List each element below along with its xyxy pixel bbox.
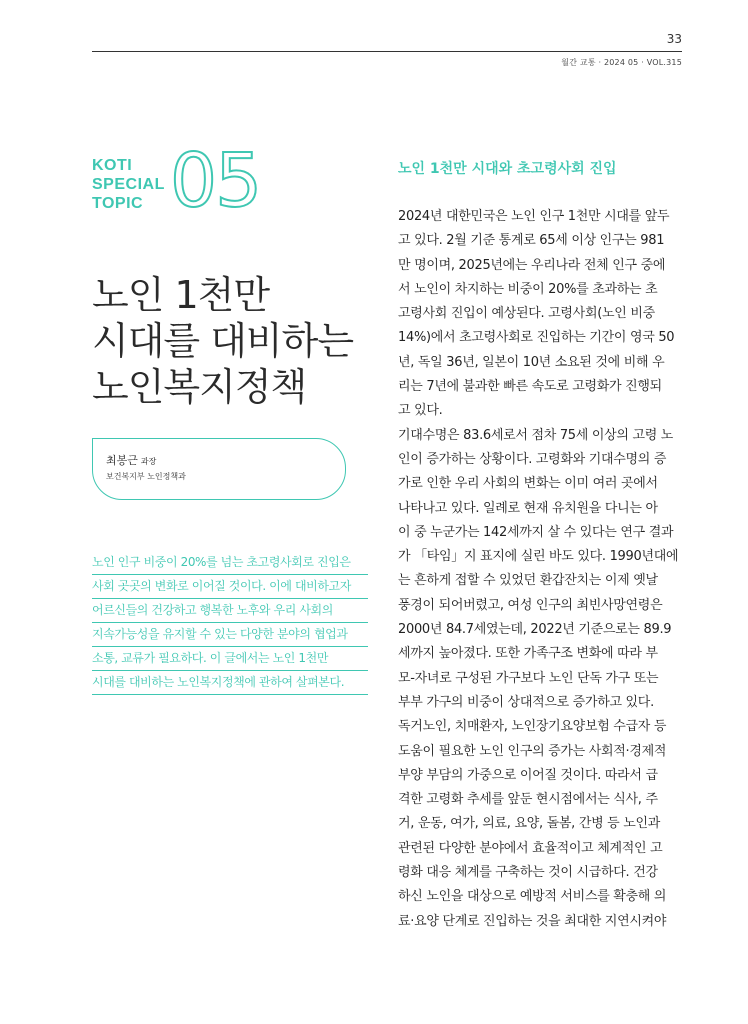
topic-label-line: SPECIAL — [92, 176, 165, 193]
author-box — [92, 438, 346, 500]
summary-line: 시대를 대비하는 노인복지정책에 관하여 살펴본다. — [92, 671, 368, 695]
article-body — [398, 205, 684, 934]
body-line: 는 흔하게 접할 수 있었던 환갑잔치는 이제 옛날 — [398, 573, 658, 589]
body-line: 도움이 필요한 노인 인구의 증가는 사회적·경제적 — [398, 743, 667, 759]
body-line: 서 노인이 차지하는 비중이 20%를 초과하는 초 — [398, 281, 658, 297]
body-line: 만 명이며, 2025년에는 우리나라 전체 인구 중에 — [398, 257, 666, 273]
body-line: 인이 증가하는 상황이다. 고령화와 기대수명의 증 — [398, 451, 667, 467]
body-line: 하신 노인을 대상으로 예방적 서비스를 확충해 의 — [398, 889, 667, 905]
body-line: 독거노인, 치매환자, 노인장기요양보험 수급자 등 — [398, 719, 667, 735]
body-line: 세까지 높아졌다. 또한 가족구조 변화에 따라 부 — [398, 646, 658, 662]
article-title — [92, 272, 353, 410]
body-line: 2000년 84.7세였는데, 2022년 기준으로는 89.9 — [398, 622, 672, 638]
summary-line: 소통, 교류가 필요하다. 이 글에서는 노인 1천만 — [92, 647, 368, 671]
body-line: 부부 가구의 비중이 상대적으로 증가하고 있다. — [398, 694, 654, 710]
body-line: 가 「타임」지 표지에 실린 바도 있다. 1990년대에 — [398, 549, 679, 565]
body-line: 거, 운동, 여가, 의료, 요양, 돌봄, 간병 등 노인과 — [398, 816, 661, 832]
body-line: 료·요양 단계로 진입하는 것을 최대한 지연시켜야 — [398, 913, 667, 929]
body-line: 관련된 다양한 분야에서 효율적이고 체계적인 고 — [398, 840, 663, 856]
page-number: 33 — [666, 32, 682, 46]
body-line: 고령사회 진입이 예상된다. 고령사회(노인 비중 — [398, 306, 655, 322]
topic-label — [92, 156, 165, 213]
section-title: 노인 1천만 시대와 초고령사회 진입 — [398, 161, 617, 177]
header-rule — [92, 51, 682, 52]
article-summary — [92, 551, 368, 695]
body-line: 리는 7년에 불과한 빠른 속도로 고령화가 진행되 — [398, 379, 662, 395]
body-line: 이 중 누군가는 142세까지 살 수 있다는 연구 결과 — [398, 524, 674, 540]
author-name: 최봉근 — [106, 454, 138, 467]
body-line: 가로 인한 우리 사회의 변화는 이미 여러 곳에서 — [398, 476, 658, 492]
body-line: 2024년 대한민국은 노인 인구 1천만 시대를 앞두 — [398, 209, 670, 224]
body-line: 기대수명은 83.6세로서 점차 75세 이상의 고령 노 — [398, 427, 674, 443]
body-line: 부양 부담의 가중으로 이어질 것이다. 따라서 급 — [398, 767, 658, 783]
topic-number: 05 — [170, 138, 261, 224]
publication-info: 월간 교통 · 2024 05 · VOL.315 — [561, 58, 682, 67]
body-line: 령화 대응 체계를 구축하는 것이 시급하다. 건강 — [398, 865, 658, 881]
body-line: 모-자녀로 구성된 가구보다 노인 단독 가구 또는 — [398, 670, 659, 686]
body-line: 년, 독일 36년, 일본이 10년 소요된 것에 비해 우 — [398, 354, 665, 370]
body-line: 고 있다. 2월 기준 통계로 65세 이상 인구는 981 — [398, 233, 665, 249]
summary-line: 어르신들의 건강하고 행복한 노후와 우리 사회의 — [92, 599, 368, 623]
topic-label-line: KOTI — [92, 157, 133, 174]
author-role: 과장 — [140, 457, 157, 466]
summary-line: 노인 인구 비중이 20%를 넘는 초고령사회로 진입은 — [92, 551, 368, 575]
title-line: 시대를 대비하는 — [92, 319, 354, 363]
author-name-row — [106, 452, 345, 468]
summary-line: 사회 곳곳의 변화로 이어질 것이다. 이에 대비하고자 — [92, 575, 368, 599]
author-organization: 보건복지부 노인정책과 — [106, 472, 186, 481]
body-line: 나타나고 있다. 일례로 현재 유치원을 다니는 아 — [398, 500, 658, 516]
title-line: 노인 1천만 — [92, 273, 270, 317]
topic-label-line: TOPIC — [92, 195, 144, 212]
summary-line: 지속가능성을 유지할 수 있는 다양한 분야의 협업과 — [92, 623, 368, 647]
body-line: 14%)에서 초고령사회로 진입하는 기간이 영국 50 — [398, 330, 675, 346]
title-line: 노인복지정책 — [92, 365, 307, 409]
body-line: 격한 고령화 추세를 앞둔 현시점에서는 식사, 주 — [398, 792, 658, 808]
body-line: 고 있다. — [398, 403, 443, 419]
body-line: 풍경이 되어버렸고, 여성 인구의 최빈사망연령은 — [398, 597, 663, 613]
